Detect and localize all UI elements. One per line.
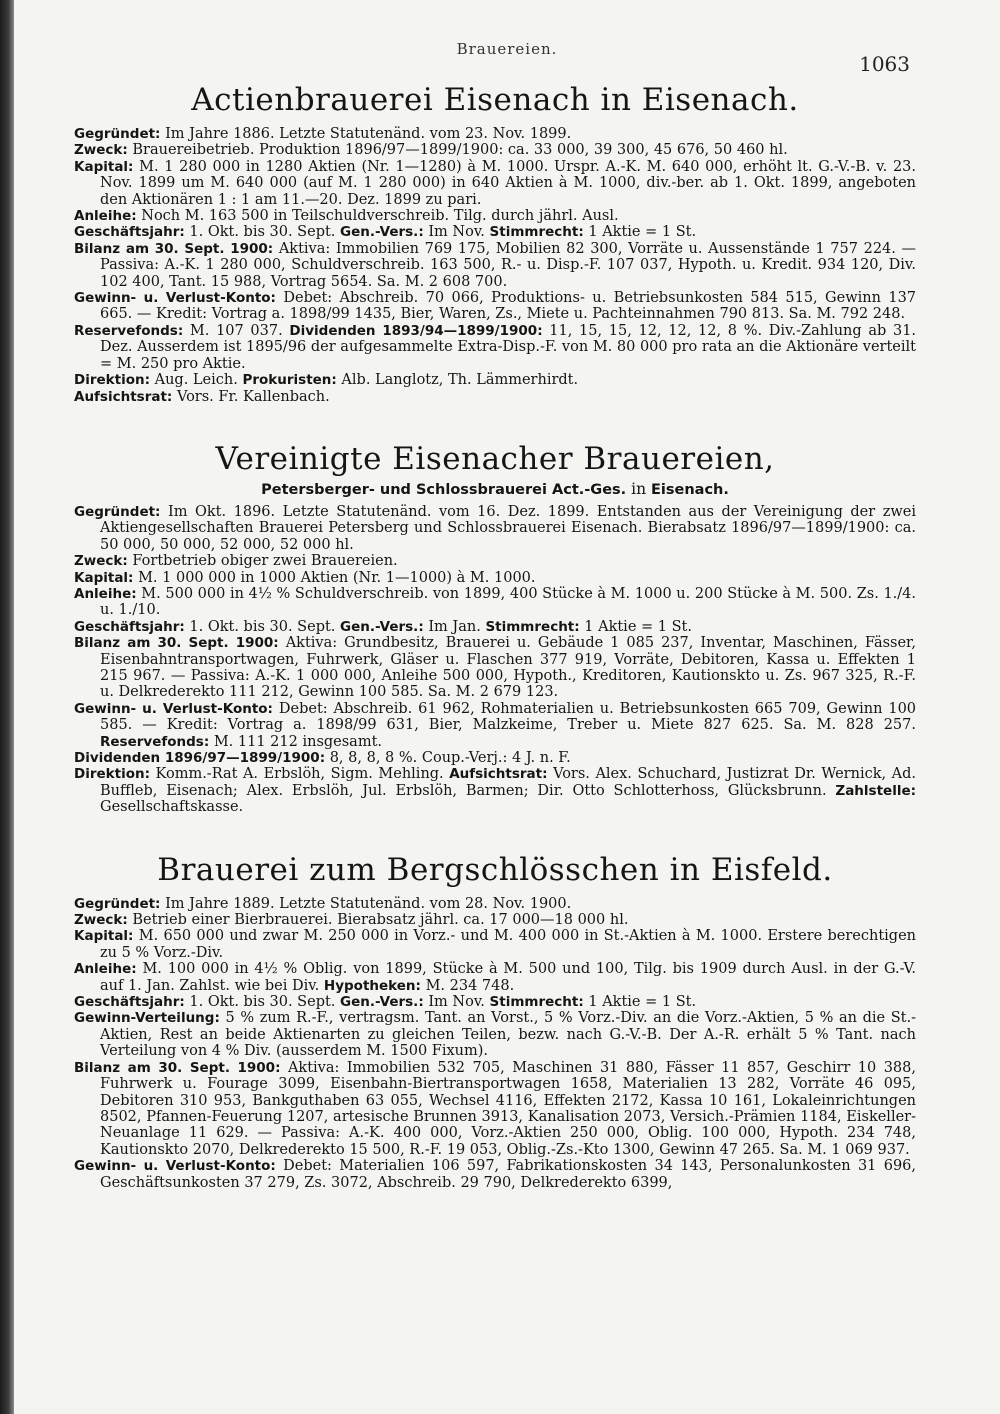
field-text: Debet: Materialien 106 597, Fabrikationskosten 34 143, Personalunkosten 31 696, Geschäftsunkosten 37 279, Zs. 3072, Abschreib. 29 790, Delkrederekto 6399, [100, 1158, 917, 1191]
company-title: Vereinigte Eisenacher Brauereien, [215, 440, 775, 477]
field-direktion [74, 372, 916, 388]
field-text: Gesellschaftskasse. [100, 799, 244, 816]
field-text: Fortbetrieb obiger zwei Brauereien. [132, 553, 398, 570]
field-text: Betrieb einer Bierbrauerei. Bierabsatz jährl. ca. 17 000—18 000 hl. [132, 912, 629, 929]
field-bilanz [74, 241, 916, 290]
field-text: Brauereibetrieb. Produktion 1896/97—1899/1900: ca. 33 000, 39 300, 45 676, 50 460 hl. [132, 142, 788, 159]
field-label: Zweck: [74, 912, 128, 929]
field-text: M. 234 748. [425, 977, 515, 994]
field-label: Bilanz am 30. Sept. 1900: [74, 635, 279, 652]
field-text: Aug. Leich. [154, 372, 238, 389]
field-label-inline: Gen.-Vers.: [340, 224, 424, 241]
field-label: Zweck: [74, 553, 128, 570]
field-gewinn-verlust [74, 1158, 916, 1191]
company-entry-actienbrauerei-eisenach [74, 80, 916, 405]
field-label: Direktion: [74, 766, 150, 783]
field-label-inline: Prokuristen: [242, 372, 337, 389]
field-text: Aktiva: Grundbesitz, Brauerei u. Gebäude 1 085 237, Inventar, Maschinen, Fässer, Eisenbahntransportwagen, Fuhrwerk, Gläser u. Flaschen 377 919, Vorräte, Debitoren, Kassa u. Effekten 1 215 967. — Passiva: A.-K. 1 000 000, Anleihe 500 000, Hypoth., Kreditoren, Kautionskto u. Zs. 967 325, R.-F. u. Delkrederekto 111 212, Gewinn 100 585. Sa. M. 2 679 123. [100, 635, 917, 701]
field-label: Dividenden 1896/97—1899/1900: [74, 750, 326, 766]
field-label-inline: Stimmrecht: [489, 994, 584, 1011]
page-number: 1063 [859, 52, 910, 76]
field-text: Alb. Langlotz, Th. Lämmerhirdt. [341, 372, 579, 389]
field-label: Geschäftsjahr: [74, 224, 185, 241]
field-direktion [74, 766, 916, 815]
page-content [74, 80, 916, 1225]
field-text: M. 1 000 000 in 1000 Aktien (Nr. 1—1000) à M. 1000. [138, 569, 536, 586]
field-label-inline: Reservefonds: [100, 733, 210, 750]
field-geschaeftsjahr [74, 619, 916, 635]
field-kapital [74, 570, 916, 586]
field-label: Kapital: [74, 569, 134, 586]
field-text: M. 107 037. [189, 322, 283, 339]
field-text: Im Jan. [428, 618, 481, 635]
field-text: Debet: Abschreib. 70 066, Produktions- u. Betriebsunkosten 584 515, Gewinn 137 665. — Kredit: Vortrag a. 1898/99 1435, Bier, Waren, Zs., Miete u. Pachteinnahmen 790 813. Sa. M. 792 248. [100, 290, 917, 323]
field-label: Bilanz am 30. Sept. 1900: [74, 240, 274, 257]
field-bilanz [74, 635, 916, 701]
field-label: Kapital: [74, 928, 134, 945]
field-dividenden [74, 750, 916, 766]
field-label: Direktion: [74, 372, 150, 389]
field-label: Gewinn- u. Verlust-Konto: [74, 290, 276, 307]
field-label: Anleihe: [74, 961, 137, 978]
field-kapital [74, 928, 916, 961]
field-text: Im Nov. [428, 224, 485, 241]
field-label: Geschäftsjahr: [74, 994, 185, 1011]
field-label-inline: Gen.-Vers.: [340, 994, 424, 1011]
field-text: Vors. Fr. Kallenbach. [176, 388, 330, 405]
field-text: M. 650 000 und zwar M. 250 000 in Vorz.- und M. 400 000 in St.-Aktien à M. 1000. Erstere berechtigen zu 5 % Vorz.-Div. [100, 928, 916, 961]
field-label-inline: Gen.-Vers.: [340, 618, 424, 635]
field-label: Gewinn- u. Verlust-Konto: [74, 1158, 276, 1175]
running-head: Brauereien. [456, 40, 558, 58]
field-anleihe [74, 961, 916, 994]
field-text: 1. Okt. bis 30. Sept. [189, 224, 336, 241]
field-geschaeftsjahr [74, 224, 916, 240]
field-label-inline: Hypotheken: [323, 977, 421, 994]
field-label: Kapital: [74, 158, 134, 175]
field-gewinn-verlust [74, 701, 916, 750]
company-entry-brauerei-bergschloesschen [74, 850, 916, 1191]
field-text: Komm.-Rat A. Erbslöh, Sigm. Mehling. [155, 766, 444, 783]
field-kapital [74, 159, 916, 208]
field-label: Gegründet: [74, 126, 161, 142]
field-text: Im Jahre 1889. Letzte Statutenänd. vom 28. Nov. 1900. [165, 895, 572, 912]
field-geschaeftsjahr [74, 994, 916, 1010]
field-label-inline: Zahlstelle: [835, 782, 916, 799]
field-text: M. 500 000 in 4½ % Schuldverschreib. von 1899, 400 Stücke à M. 1000 u. 200 Stücke à M. 500. Zs. 1./4. u. 1./10. [100, 585, 917, 619]
field-label: Anleihe: [74, 208, 137, 225]
field-text: 1 Aktie = 1 St. [588, 224, 697, 241]
field-text: Debet: Abschreib. 61 962, Rohmaterialien u. Betriebsunkosten 665 709, Gewinn 100 585. — Kredit: Vortrag a. 1898/99 631, Bier, Malzkeime, Treber u. Miete 827 625. Sa. M. 828 257. [100, 700, 917, 734]
field-text: Im Nov. [428, 994, 485, 1011]
field-label: Gewinn- u. Verlust-Konto: [74, 700, 273, 717]
field-aufsichtsrat [74, 389, 916, 405]
subtitle-in: in [631, 479, 647, 498]
field-reservefonds [74, 323, 916, 372]
field-text: M. 111 212 insgesamt. [213, 733, 383, 750]
field-label: Reservefonds: [74, 322, 184, 339]
company-title: Brauerei zum Bergschlösschen in Eisfeld. [157, 851, 833, 888]
field-text: Im Jahre 1886. Letzte Statutenänd. vom 23. Nov. 1899. [165, 126, 572, 142]
field-text: Vors. Alex. Schuchard, Justizrat Dr. Wernick, Ad. Buffleb, Eisenach; Alex. Erbslöh, Jul. Erbslöh, Barmen; Dir. Otto Schlotterhoss, Glücksbrunn. [100, 766, 916, 799]
field-label-inline: Stimmrecht: [489, 224, 584, 241]
field-anleihe [74, 586, 916, 619]
company-title: Actienbrauerei Eisenach in Eisenach. [191, 82, 799, 118]
field-label: Gegründet: [74, 895, 161, 912]
subtitle-place: Eisenach. [651, 481, 729, 498]
field-text: 5 % zum R.-F., vertragsm. Tant. an Vorst., 5 % Vorz.-Div. an die Vorz.-Aktien, 5 % an die St.-Aktien, Rest an beide Aktienarten zu gleichen Teilen, bezw. nach G.-V.-B. Der A.-R. erhält 5 % Tant. nach Verteilung von 4 % Div. (ausserdem M. 1500 Fixum). [100, 1010, 916, 1060]
field-gewinn-verteilung [74, 1010, 916, 1059]
field-label: Aufsichtsrat: [74, 388, 173, 405]
subtitle-bold: Petersberger- und Schlossbrauerei Act.-Ges. [261, 481, 627, 498]
field-text: 1. Okt. bis 30. Sept. [189, 994, 336, 1011]
field-anleihe [74, 208, 916, 224]
company-subtitle [74, 479, 916, 500]
document-page [14, 0, 1000, 1414]
field-text: 11, 15, 15, 12, 12, 12, 8 %. Div.-Zahlung ab 31. Dez. Ausserdem ist 1895/96 der aufgesammelte Extra-Disp.-F. von M. 80 000 pro rata an die Aktionäre verteilt = M. 250 pro Aktie. [100, 322, 917, 372]
field-text: 1 Aktie = 1 St. [584, 618, 692, 635]
field-zweck [74, 912, 916, 928]
field-gegruendet [74, 896, 916, 912]
field-label: Geschäftsjahr: [74, 618, 185, 635]
field-zweck [74, 142, 916, 158]
field-text: Aktiva: Immobilien 532 705, Maschinen 31 880, Fässer 11 857, Geschirr 10 388, Fuhrwerk u. Fourage 3099, Eisenbahn-Biertransportwagen 1658, Materialien 13 282, Vorräte 46 095, Debitoren 310 953, Bankguthaben 63 055, Wechsel 4116, Effekten 2172, Kassa 10 161, Lokaleinrichtungen 8502, Pfannen-Feuerung 1207, artesische Brunnen 3913, Kanalisation 2073, Versich.-Prämien 1184, Eiskeller-Neuanlage 11 629. — Passiva: A.-K. 400 000, Vorz.-Aktien 250 000, Oblig. 100 000, Hypoth. 234 748, Kautionskto 2070, Delkrederekto 15 500, R.-F. 19 053, Oblig.-Zs.-Kto 1300, Gewinn 47 265. Sa. M. 1 069 937. [100, 1059, 916, 1158]
field-text: 1 Aktie = 1 St. [588, 994, 697, 1011]
field-label: Bilanz am 30. Sept. 1900: [74, 1059, 281, 1076]
field-text: 8, 8, 8, 8 %. Coup.-Verj.: 4 J. n. F. [329, 750, 571, 766]
field-text: M. 1 280 000 in 1280 Aktien (Nr. 1—1280) à M. 1000. Urspr. A.-K. M. 640 000, erhöht lt. G.-V.-B. v. 23. Nov. 1899 um M. 640 000 (auf M. 1 280 000) in 640 Aktien à M. 1000, div.-ber. ab 1. Okt. 1899, angeboten den Aktionären 1 : 1 am 11.—20. Dez. 1899 zu pari. [100, 158, 916, 208]
field-text: 1. Okt. bis 30. Sept. [189, 618, 336, 635]
book-spine-shadow [0, 0, 14, 1414]
field-label: Gewinn-Verteilung: [74, 1010, 220, 1027]
field-label-inline: Stimmrecht: [485, 618, 580, 635]
field-label: Zweck: [74, 142, 128, 159]
field-text: Aktiva: Immobilien 769 175, Mobilien 82 300, Vorräte u. Aussenstände 1 757 224. — Passiva: A.-K. 1 280 000, Schuldverschreib. 163 500, R.- u. Disp.-F. 107 037, Hypoth. u. Kredit. 934 120, Div. 102 400, Tant. 15 988, Vortrag 5654. Sa. M. 2 608 700. [100, 240, 917, 290]
company-entry-vereinigte-eisenacher [74, 439, 916, 816]
field-label: Anleihe: [74, 585, 137, 602]
field-label-inline: Dividenden 1893/94—1899/1900: [289, 322, 543, 339]
field-gegruendet [74, 504, 916, 553]
field-gegruendet [74, 126, 916, 142]
field-label-inline: Aufsichtsrat: [449, 766, 548, 783]
field-text: M. 100 000 in 4½ % Oblig. von 1899, Stücke à M. 500 und 100, Tilg. bis 1909 durch Ausl. in der G.-V. auf 1. Jan. Zahlst. wie bei Div. [100, 961, 917, 994]
field-text: Im Okt. 1896. Letzte Statutenänd. vom 16. Dez. 1899. Entstanden aus der Vereinigung der zwei Aktiengesellschaften Brauerei Petersberg und Schlossbrauerei Eisenach. Bierabsatz 1896/97—1899/1900: ca. 50 000, 50 000, 52 000, 52 000 hl. [100, 503, 916, 553]
field-label: Gegründet: [74, 503, 161, 520]
field-bilanz [74, 1060, 916, 1158]
field-gewinn-verlust [74, 290, 916, 323]
field-text: Noch M. 163 500 in Teilschuldverschreib. Tilg. durch jährl. Ausl. [141, 208, 619, 225]
field-zweck [74, 553, 916, 569]
